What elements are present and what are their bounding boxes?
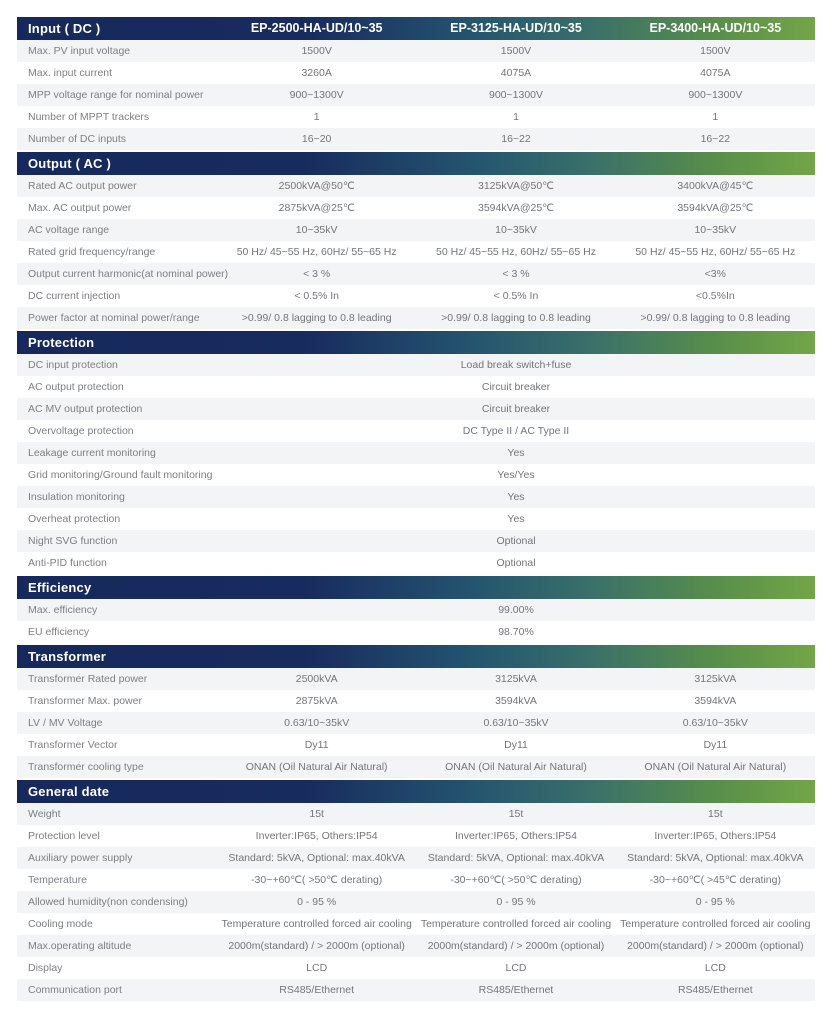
table-row xyxy=(17,376,815,398)
spec-value: < 0.5% In xyxy=(294,290,339,302)
table-row xyxy=(17,106,815,128)
spec-value: -30~+60℃( >45℃ derating) xyxy=(649,874,781,886)
table-row xyxy=(17,442,815,464)
spec-value: >0.99/ 0.8 lagging to 0.8 leading xyxy=(640,312,791,324)
spec-value: LCD xyxy=(306,962,328,974)
spec-value: 10~35kV xyxy=(495,224,537,236)
spec-value: 50 Hz/ 45~55 Hz, 60Hz/ 55~65 Hz xyxy=(236,246,397,258)
spec-label: MPP voltage range for nominal power xyxy=(28,89,204,101)
table-row xyxy=(17,420,815,442)
spec-value-span: Optional xyxy=(496,557,536,569)
spec-label: Output current harmonic(at nominal power) xyxy=(28,268,229,280)
table-row xyxy=(17,241,815,263)
table-row xyxy=(17,891,815,913)
spec-label: Max. efficiency xyxy=(28,604,98,616)
spec-value: 0 - 95 % xyxy=(695,896,735,908)
spec-value: < 3 % xyxy=(502,268,530,280)
spec-value: Dy11 xyxy=(703,739,728,751)
section-title: Transformer xyxy=(28,649,107,664)
spec-label: Night SVG function xyxy=(28,535,118,547)
spec-label: Rated AC output power xyxy=(28,180,137,192)
spec-label: Weight xyxy=(28,808,61,820)
spec-label: DC current injection xyxy=(28,290,121,302)
spec-value: 50 Hz/ 45~55 Hz, 60Hz/ 55~65 Hz xyxy=(436,246,596,258)
spec-label: Transformer Vector xyxy=(28,739,118,751)
spec-label: Insulation monitoring xyxy=(28,491,125,503)
table-row xyxy=(17,530,815,552)
spec-value: 0 - 95 % xyxy=(297,896,337,908)
section-title: Output ( AC ) xyxy=(28,156,111,171)
spec-value: 2875kVA xyxy=(295,695,338,707)
table-row xyxy=(17,307,815,329)
spec-label: AC MV output protection xyxy=(28,403,143,415)
spec-label: AC output protection xyxy=(28,381,124,393)
table-row xyxy=(17,712,815,734)
table-row xyxy=(17,935,815,957)
column-header-model: EP-3125-HA-UD/10~35 xyxy=(450,21,582,35)
section-header-bar xyxy=(17,576,815,599)
table-row xyxy=(17,869,815,891)
spec-value: ONAN (Oil Natural Air Natural) xyxy=(445,761,587,773)
table-row xyxy=(17,913,815,935)
table-row xyxy=(17,197,815,219)
spec-label: Overheat protection xyxy=(28,513,121,525)
spec-value: 2875kVA@25℃ xyxy=(278,202,355,214)
spec-value: 2000m(standard) / > 2000m (optional) xyxy=(627,940,804,952)
spec-value: 1 xyxy=(513,111,519,123)
spec-label: Communication port xyxy=(28,984,122,996)
spec-value: 2500kVA xyxy=(295,673,338,685)
spec-value: 1500V xyxy=(700,45,731,57)
spec-value: 16~22 xyxy=(501,133,531,145)
spec-value: 3125kVA xyxy=(694,673,737,685)
section-title: Input ( DC ) xyxy=(28,21,101,36)
spec-value: < 3 % xyxy=(303,268,331,280)
spec-label: Rated grid frequency/range xyxy=(28,246,156,258)
spec-value: Inverter:IP65, Others:IP54 xyxy=(255,830,378,842)
spec-value: Dy11 xyxy=(304,739,329,751)
spec-value: -30~+60℃( >50℃ derating) xyxy=(251,874,383,886)
spec-value: -30~+60℃( >50℃ derating) xyxy=(450,874,582,886)
section-title: General date xyxy=(28,784,110,799)
table-row xyxy=(17,62,815,84)
spec-value: RS485/Ethernet xyxy=(478,984,554,996)
section-header-bar xyxy=(17,17,815,40)
spec-label: Transformer cooling type xyxy=(28,761,144,773)
spec-value: LCD xyxy=(505,962,527,974)
spec-value: RS485/Ethernet xyxy=(677,984,753,996)
table-row xyxy=(17,128,815,150)
spec-value: 3594kVA xyxy=(495,695,537,707)
spec-value: 2000m(standard) / > 2000m (optional) xyxy=(228,940,405,952)
table-row xyxy=(17,219,815,241)
table-row xyxy=(17,979,815,1001)
spec-value: 50 Hz/ 45~55 Hz, 60Hz/ 55~65 Hz xyxy=(635,246,796,258)
spec-label: Auxiliary power supply xyxy=(28,852,133,864)
spec-value-span: Yes xyxy=(507,491,525,503)
spec-value-span: 99.00% xyxy=(498,604,534,616)
spec-label: Display xyxy=(28,962,63,974)
spec-label: Temperature xyxy=(28,874,87,886)
spec-label: Cooling mode xyxy=(28,918,93,930)
spec-value: 1 xyxy=(712,111,719,123)
spec-value: RS485/Ethernet xyxy=(279,984,355,996)
spec-label: Number of DC inputs xyxy=(28,133,127,145)
spec-label: Transformer Max. power xyxy=(28,695,142,707)
spec-table xyxy=(17,17,815,1001)
spec-label: Max.operating altitude xyxy=(28,940,132,952)
spec-value: 0.63/10~35kV xyxy=(284,717,350,729)
spec-value: 900~1300V xyxy=(488,89,543,101)
spec-label: AC voltage range xyxy=(28,224,110,236)
spec-value: 2000m(standard) / > 2000m (optional) xyxy=(427,940,605,952)
spec-label: Max. input current xyxy=(28,67,113,79)
table-row xyxy=(17,552,815,574)
spec-value-span: Yes xyxy=(507,447,525,459)
section-header-bar xyxy=(17,331,815,354)
spec-label: Allowed humidity(non condensing) xyxy=(28,896,188,908)
spec-value: >0.99/ 0.8 lagging to 0.8 leading xyxy=(241,312,392,324)
spec-label: LV / MV Voltage xyxy=(28,717,103,729)
spec-value-span: Circuit breaker xyxy=(481,403,551,415)
table-row xyxy=(17,354,815,376)
spec-value: 15t xyxy=(508,808,524,820)
spec-value: 10~35kV xyxy=(694,224,737,236)
spec-value: >0.99/ 0.8 lagging to 0.8 leading xyxy=(441,312,591,324)
table-row xyxy=(17,285,815,307)
table-row xyxy=(17,508,815,530)
spec-value: 1500V xyxy=(500,45,532,57)
spec-value: 10~35kV xyxy=(295,224,338,236)
spec-value-span: Optional xyxy=(496,535,536,547)
spec-value: Dy11 xyxy=(504,739,528,751)
spec-value: 15t xyxy=(708,808,723,820)
table-row xyxy=(17,668,815,690)
spec-label: EU efficiency xyxy=(28,626,90,638)
spec-label: Transformer Rated power xyxy=(28,673,148,685)
spec-value: 0.63/10~35kV xyxy=(483,717,549,729)
spec-value: Temperature controlled forced air cooling xyxy=(221,918,412,930)
table-row xyxy=(17,486,815,508)
spec-value: ONAN (Oil Natural Air Natural) xyxy=(644,761,787,773)
spec-value: 0.63/10~35kV xyxy=(682,717,748,729)
spec-value: LCD xyxy=(704,962,726,974)
spec-value-span: Yes/Yes xyxy=(497,469,535,481)
spec-value: 3260A xyxy=(301,67,332,79)
section-header-bar xyxy=(17,152,815,175)
spec-label: Max. AC output power xyxy=(28,202,132,214)
table-row xyxy=(17,756,815,778)
spec-value: 16~20 xyxy=(301,133,332,145)
spec-label: Number of MPPT trackers xyxy=(28,111,150,123)
table-row xyxy=(17,398,815,420)
spec-value: Temperature controlled forced air cooling xyxy=(420,918,612,930)
spec-value: 900~1300V xyxy=(688,89,743,101)
table-row xyxy=(17,599,815,621)
table-row xyxy=(17,263,815,285)
spec-value: 1500V xyxy=(301,45,332,57)
spec-label: Grid monitoring/Ground fault monitoring xyxy=(28,469,213,481)
spec-value: 15t xyxy=(309,808,324,820)
spec-value: 1 xyxy=(313,111,320,123)
table-row xyxy=(17,734,815,756)
section-title: Protection xyxy=(28,335,95,350)
spec-value: 900~1300V xyxy=(289,89,344,101)
table-row xyxy=(17,690,815,712)
spec-value: Standard: 5kVA, Optional: max.40kVA xyxy=(627,852,804,864)
spec-value-span: DC Type II / AC Type II xyxy=(462,425,570,437)
spec-value-span: 98.70% xyxy=(498,626,534,638)
spec-value: Standard: 5kVA, Optional: max.40kVA xyxy=(427,852,605,864)
spec-value: 0 - 95 % xyxy=(496,896,536,908)
table-row xyxy=(17,803,815,825)
spec-value: <0.5%In xyxy=(695,290,735,302)
spec-value: 4075A xyxy=(700,67,731,79)
section-title: Efficiency xyxy=(28,580,92,595)
spec-value-span: Yes xyxy=(507,513,525,525)
spec-value: 3125kVA xyxy=(495,673,537,685)
spec-value: 3125kVA@50℃ xyxy=(478,180,554,192)
column-header-model: EP-2500-HA-UD/10~35 xyxy=(250,21,383,35)
spec-value-span: Circuit breaker xyxy=(481,381,551,393)
spec-label: DC input protection xyxy=(28,359,118,371)
spec-value: < 0.5% In xyxy=(493,290,539,302)
table-row xyxy=(17,40,815,62)
spec-value: 3594kVA xyxy=(694,695,737,707)
table-row xyxy=(17,825,815,847)
spec-label: Protection level xyxy=(28,830,100,842)
spec-label: Overvoltage protection xyxy=(28,425,134,437)
spec-value: Temperature controlled forced air cooling xyxy=(620,918,811,930)
table-row xyxy=(17,847,815,869)
section-header-bar xyxy=(17,780,815,803)
spec-value: Standard: 5kVA, Optional: max.40kVA xyxy=(228,852,405,864)
column-header-model: EP-3400-HA-UD/10~35 xyxy=(649,21,782,35)
spec-value: 3594kVA@25℃ xyxy=(677,202,754,214)
table-row xyxy=(17,464,815,486)
table-row xyxy=(17,84,815,106)
spec-value: Inverter:IP65, Others:IP54 xyxy=(654,830,777,842)
section-header-bar xyxy=(17,645,815,668)
table-row xyxy=(17,175,815,197)
spec-label: Power factor at nominal power/range xyxy=(28,312,200,324)
spec-value: 2500kVA@50℃ xyxy=(278,180,355,192)
spec-value: 3400kVA@45℃ xyxy=(677,180,754,192)
spec-label: Anti-PID function xyxy=(28,557,107,569)
spec-label: Max. PV input voltage xyxy=(28,45,131,57)
spec-value: 16~22 xyxy=(700,133,731,145)
spec-label: Leakage current monitoring xyxy=(28,447,156,459)
table-row xyxy=(17,957,815,979)
spec-value: 3594kVA@25℃ xyxy=(478,202,554,214)
spec-value: 4075A xyxy=(500,67,532,79)
spec-value: Inverter:IP65, Others:IP54 xyxy=(455,830,577,842)
table-row xyxy=(17,621,815,643)
spec-value: ONAN (Oil Natural Air Natural) xyxy=(245,761,388,773)
spec-value: <3% xyxy=(704,268,726,280)
spec-value-span: Load break switch+fuse xyxy=(460,359,572,371)
